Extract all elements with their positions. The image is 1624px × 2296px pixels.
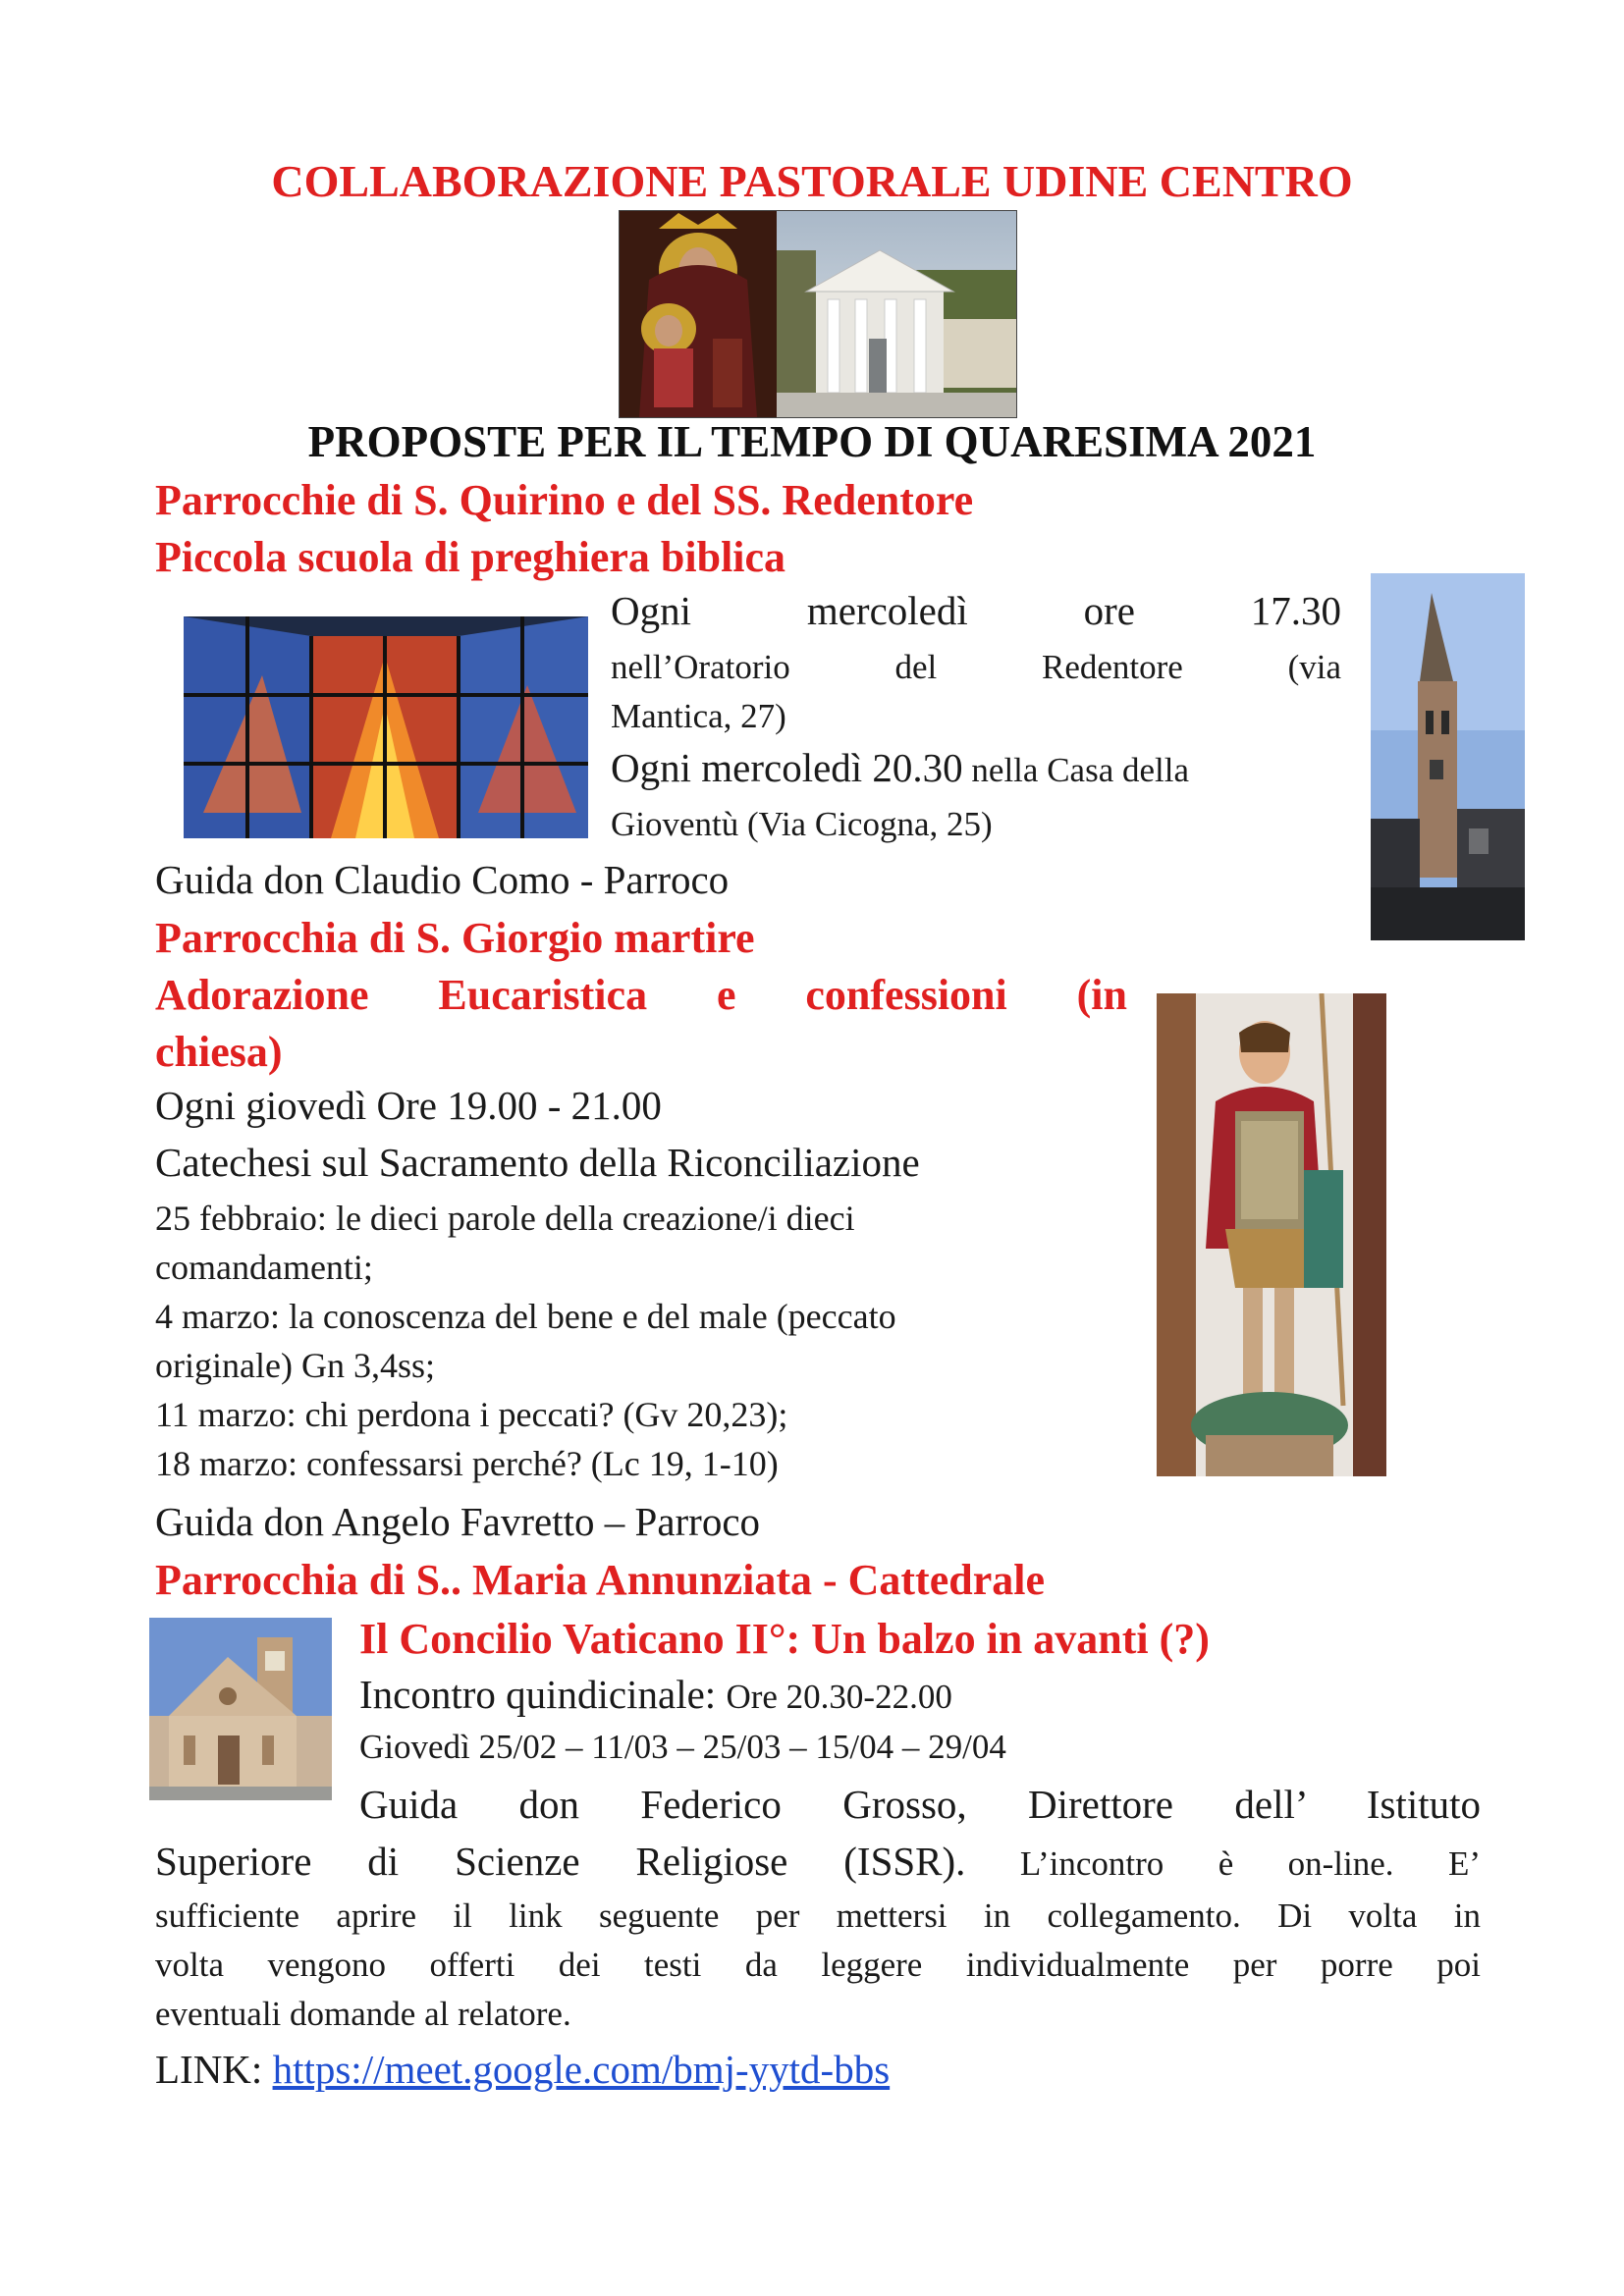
- incontro-label: Incontro quindicinale:: [359, 1672, 727, 1717]
- schedule-location-line: nell’Oratorio del Redentore (via: [611, 648, 1341, 686]
- catechesi-item-3: 11 marzo: chi perdona i peccati? (Gv 20,23);: [155, 1395, 788, 1434]
- page-title: COLLABORAZIONE PASTORALE UDINE CENTRO: [271, 156, 1353, 206]
- incontro-dates: Giovedì 25/02 – 11/03 – 25/03 – 15/04 – 29/04: [359, 1728, 1006, 1766]
- stained-glass-illustration: [184, 616, 588, 838]
- guide-federico-grosso: Guida don Federico Grosso, Direttore dell’ Istituto: [359, 1782, 1481, 1827]
- catechesi-item-2b: originale) Gn 3,4ss;: [155, 1346, 435, 1385]
- schedule-line-1: [611, 587, 1341, 634]
- saint-george-illustration: [1157, 993, 1386, 1476]
- cathedral-illustration: [149, 1618, 332, 1800]
- incontro-time: Ore 20.30-22.00: [726, 1678, 952, 1716]
- schedule-word-mercoledi: mercoledì: [806, 588, 968, 633]
- guide-federico-grosso-2: [155, 1838, 1481, 1885]
- body-line-1: sufficiente aprire il link seguente per mettersi in collegamento. Di volta in: [155, 1896, 1481, 1935]
- schedule-2-time: Ogni mercoledì 20.30: [611, 745, 963, 790]
- schedule-word-ogni: Ogni: [611, 588, 691, 633]
- event-heading-preghiera-biblica: Piccola scuola di preghiera biblica: [155, 533, 786, 581]
- event-heading-adorazione-2: chiesa): [155, 1028, 283, 1076]
- incontro-line: [359, 1671, 952, 1718]
- body-line-3: eventuali domande al relatore.: [155, 1995, 571, 2033]
- schedule-word-ore: ore: [1083, 588, 1135, 633]
- schedule-2-place: nella Casa della: [962, 751, 1189, 789]
- catechesi-item-1: 25 febbraio: le dieci parole della creazione/i dieci: [155, 1199, 855, 1238]
- event-heading-adorazione: Adorazione Eucaristica e confessioni (in: [155, 971, 1127, 1019]
- schedule-time: 17.30: [1250, 588, 1342, 633]
- catechesi-item-4: 18 marzo: confessarsi perché? (Lc 19, 1-10): [155, 1444, 779, 1483]
- catechesi-heading: Catechesi sul Sacramento della Riconciliazione: [155, 1140, 920, 1185]
- bell-tower-illustration: [1371, 573, 1525, 940]
- guide-claudio-como: Guida don Claudio Como - Parroco: [155, 857, 730, 902]
- parish-heading-s-quirino: Parrocchie di S. Quirino e del SS. Redentore: [155, 476, 974, 524]
- cathedral-image: [149, 1618, 332, 1800]
- schedule-line-2: [611, 744, 1189, 791]
- event-heading-concilio: Il Concilio Vaticano II°: Un balzo in avanti (?): [359, 1615, 1210, 1663]
- link-line: [155, 2046, 890, 2093]
- catechesi-item-2: 4 marzo: la conoscenza del bene e del male (peccato: [155, 1297, 896, 1336]
- subtitle: PROPOSTE PER IL TEMPO DI QUARESIMA 2021: [307, 417, 1317, 466]
- body-line-2: volta vengono offerti dei testi da leggere individualmente per porre poi: [155, 1946, 1481, 1984]
- parish-heading-cattedrale: Parrocchia di S.. Maria Annunziata - Cattedrale: [155, 1556, 1045, 1604]
- stained-glass-image: [184, 616, 588, 838]
- saint-george-statue-image: [1157, 993, 1386, 1476]
- madonna-and-church-illustration: [620, 211, 1016, 417]
- online-note: L’incontro è on-line. E’: [965, 1844, 1481, 1883]
- schedule-giovedi: Ogni giovedì Ore 19.00 - 21.00: [155, 1083, 662, 1128]
- link-label: LINK:: [155, 2047, 273, 2092]
- parish-heading-s-giorgio: Parrocchia di S. Giorgio martire: [155, 914, 755, 962]
- schedule-2-address: Gioventù (Via Cicogna, 25): [611, 805, 993, 843]
- meet-link[interactable]: https://meet.google.com/bmj-yytd-bbs: [272, 2047, 891, 2092]
- bell-tower-image: [1371, 573, 1525, 940]
- issr-label: Superiore di Scienze Religiose (ISSR).: [155, 1839, 966, 1884]
- catechesi-item-1b: comandamenti;: [155, 1248, 373, 1287]
- guide-angelo-favretto: Guida don Angelo Favretto – Parroco: [155, 1499, 761, 1544]
- schedule-location-line-2: Mantica, 27): [611, 697, 786, 735]
- header-image: [619, 210, 1017, 418]
